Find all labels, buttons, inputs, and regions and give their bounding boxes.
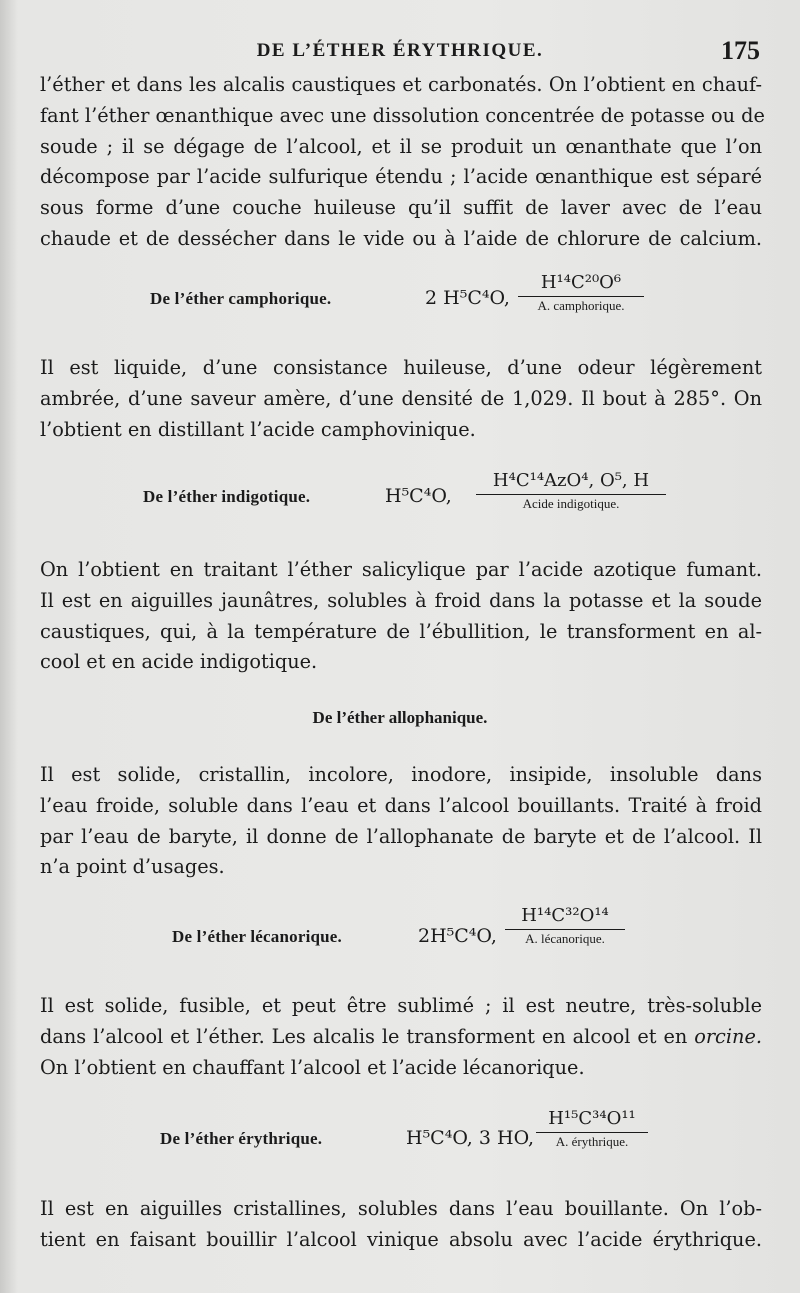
- text-line: Il est en aiguilles jaunâtres, solubles à froid dans la potasse et la soude: [40, 588, 762, 612]
- formula-denominator: A. érythrique.: [555, 1134, 629, 1149]
- formula-denominator: Acide indigotique.: [522, 496, 620, 511]
- paragraph-indigotique: [40, 555, 762, 678]
- formula-fraction: [536, 1108, 648, 1151]
- formula-numerator: H¹⁴C³²O¹⁴: [505, 905, 625, 930]
- formula-numerator: H¹⁵C³⁴O¹¹: [536, 1108, 648, 1133]
- section-heading-camphorique: [0, 272, 800, 332]
- text-line: décompose par l’acide sulfurique étendu ; l’acide œnanthique est séparé: [40, 165, 762, 189]
- formula-base: H⁵C⁴O,: [385, 485, 452, 507]
- formula-fraction: [518, 272, 644, 315]
- text-line: chaude et de dessécher dans le vide ou à l’aide de chlorure de calcium.: [40, 226, 762, 250]
- text-line: sous forme d’une couche huileuse qu’il suffit de laver avec de l’eau: [40, 196, 762, 220]
- intro-paragraph: [40, 70, 765, 255]
- formula-base: 2H⁵C⁴O,: [418, 925, 497, 947]
- formula-base: H⁵C⁴O, 3 HO,: [406, 1127, 535, 1149]
- formula-denominator: A. lécanorique.: [525, 931, 605, 946]
- text-line: l’éther et dans les alcalis caustiques et carbonatés. On l’obtient en chauf-: [40, 73, 762, 96]
- italic-word: orcine.: [694, 1024, 762, 1048]
- text-line: soude ; il se dégage de l’alcool, et il se produit un œnanthate que l’on: [40, 134, 762, 158]
- section-heading-lecanorique: [0, 905, 800, 965]
- text-line: On l’obtient en traitant l’éther salicylique par l’acide azotique fumant.: [40, 558, 762, 581]
- running-title: DE L’ÉTHER ÉRYTHRIQUE.: [256, 40, 544, 61]
- text-line: Il est solide, cristallin, incolore, inodore, insipide, insoluble dans: [40, 763, 762, 786]
- paragraph-lecanorique: [40, 991, 762, 1083]
- text-line: fant l’éther œnanthique avec une dissolution concentrée de potasse ou de: [40, 103, 765, 127]
- page-number: 175: [721, 36, 760, 65]
- text-line: Il est liquide, d’une consistance huileuse, d’une odeur légèrement: [40, 356, 762, 379]
- section-title: De l’éther camphorique.: [150, 289, 332, 308]
- paragraph-erythrique: [40, 1194, 762, 1256]
- formula-fraction: [505, 905, 625, 948]
- page-header: [0, 36, 800, 70]
- section-title-allophanique: De l’éther allophanique.: [312, 708, 488, 727]
- paragraph-camphorique: [40, 353, 762, 445]
- section-heading-indigotique: [0, 470, 800, 530]
- paragraph-allophanique: [40, 760, 762, 883]
- text-line: caustiques, qui, à la température de l’ébullition, le transforment en al-: [40, 619, 762, 643]
- text-line: Il est en aiguilles cristallines, solubles dans l’eau bouillante. On l’ob-: [40, 1197, 762, 1220]
- text-line: Il est solide, fusible, et peut être sublimé ; il est neutre, très-soluble: [40, 994, 762, 1017]
- text-line: l’obtient en distillant l’acide camphovinique.: [40, 417, 476, 441]
- section-title: De l’éther indigotique.: [143, 487, 311, 506]
- text-line: tient en faisant bouillir l’alcool vinique absolu avec l’acide érythrique.: [40, 1227, 762, 1251]
- text-line: par l’eau de baryte, il donne de l’allophanate de baryte et de l’alcool. Il: [40, 824, 762, 848]
- formula-base: 2 H⁵C⁴O,: [425, 287, 510, 309]
- formula-numerator: H¹⁴C²⁰O⁶: [518, 272, 644, 297]
- text-line: cool et en acide indigotique.: [40, 650, 318, 674]
- text-line: ambrée, d’une saveur amère, d’une densité de 1,029. Il bout à 285°. On: [40, 386, 762, 410]
- text-line: n’a point d’usages.: [40, 855, 225, 879]
- section-title: De l’éther érythrique.: [160, 1129, 323, 1148]
- section-title: De l’éther lécanorique.: [172, 927, 342, 946]
- text-fragment: dans l’alcool et l’éther. Les alcalis le transforment en alcool et en: [40, 1024, 688, 1048]
- formula-fraction: [476, 470, 666, 513]
- formula-denominator: A. camphorique.: [537, 298, 625, 313]
- text-line: l’eau froide, soluble dans l’eau et dans l’alcool bouillants. Traité à froid: [40, 793, 762, 817]
- section-heading-erythrique: [0, 1108, 800, 1168]
- formula-numerator: H⁴C¹⁴AzO⁴, O⁵, H: [476, 470, 666, 495]
- text-line: On l’obtient en chauffant l’alcool et l’acide lécanorique.: [40, 1055, 585, 1079]
- text-line: [40, 1022, 762, 1053]
